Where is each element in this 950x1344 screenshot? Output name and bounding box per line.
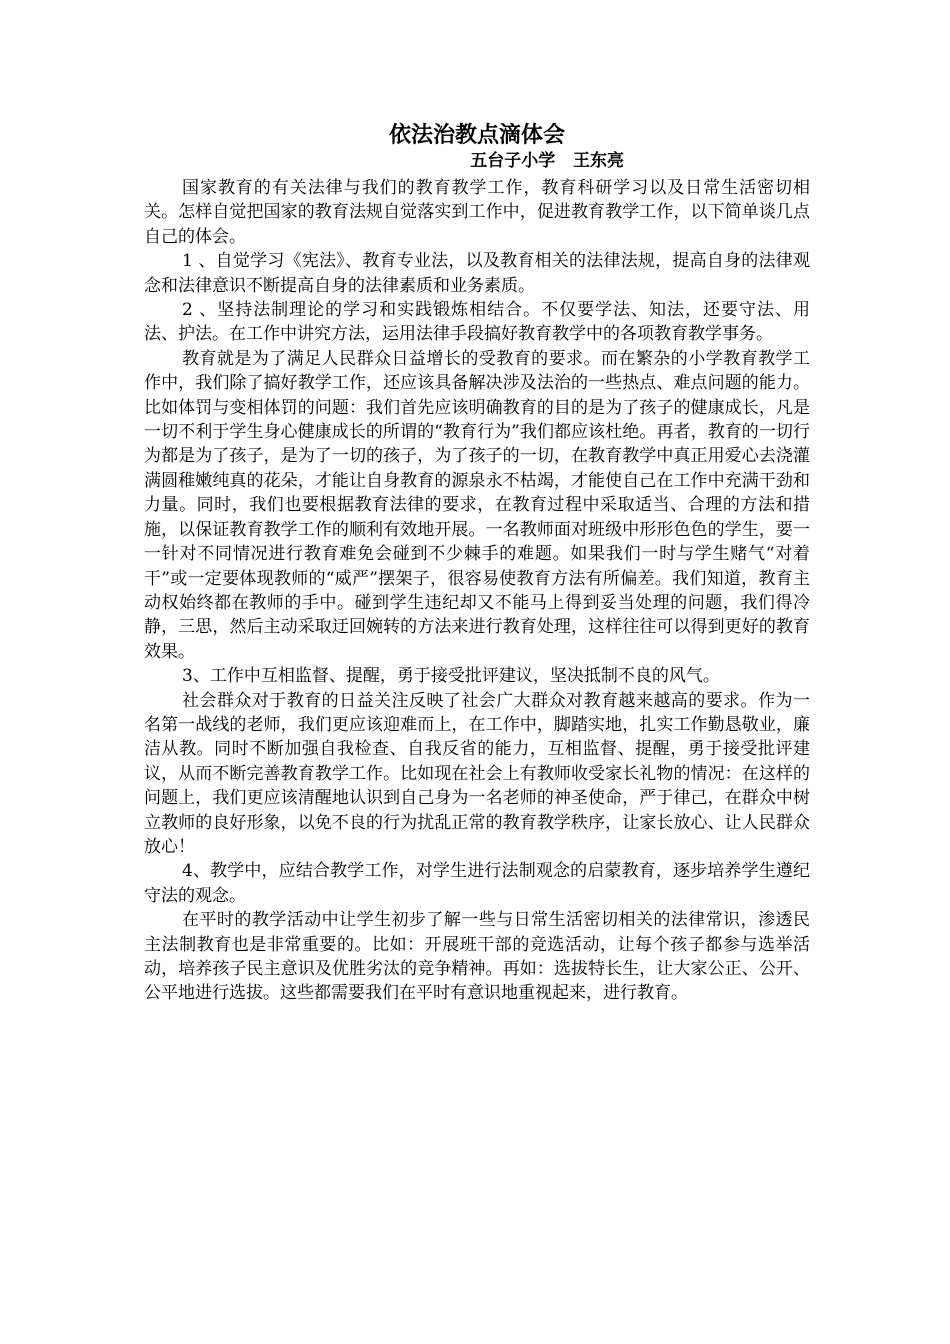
paragraph-point-4: 4、教学中，应结合教学工作，对学生进行法制观念的启蒙教育，逐步培养学生遵纪守法的观念。: [144, 861, 810, 906]
paragraph-intro: 国家教育的有关法律与我们的教育教学工作，教育科研学习以及日常生活密切相关。怎样自觉把国家的教育法规自觉落实到工作中，促进教育教学工作，以下简单谈几点自己的体会。: [144, 178, 810, 247]
paragraph-discussion-2: 社会群众对于教育的日益关注反映了社会广大群众对教育越来越高的要求。作为一名第一战线的老师，我们更应该迎难而上，在工作中，脚踏实地，扎实工作勤恳敬业，廉洁从教。同时不断加强自我检查、自我反省的能力，互相监督、提醒，勇于接受批评建议，从而不断完善教育教学工作。比如现在社会上有教师收受家长礼物的情况：在这样的问题上，我们更应该清醒地认识到自己身为一名老师的神圣使命，严于律己，在群众中树立教师的良好形象，以免不良的行为扰乱正常的教育教学秩序，让家长放心、让人民群众放心！: [144, 690, 810, 857]
paragraph-discussion-1: 教育就是为了满足人民群众日益增长的受教育的要求。而在繁杂的小学教育教学工作中，我们除了搞好教学工作，还应该具备解决涉及法治的一些热点、难点问题的能力。比如体罚与变相体罚的问题：我们首先应该明确教育的目的是为了孩子的健康成长，凡是一切不利于学生身心健康成长的所谓的“教育行为”我们都应该杜绝。再者，教育的一切行为都是为了孩子，是为了一切的孩子，为了孩子的一切，在教育教学中真正用爱心去浇灌满圆稚嫩纯真的花朵，才能让自身教育的源泉永不枯竭，才能使自己在工作中充满干劲和力量。同时，我们也要根据教育法律的要求，在教育过程中采取适当、合理的方法和措施，以保证教育教学工作的顺利有效地开展。一名教师面对班级中形形色色的学生，要一一针对不同情况进行教育难免会碰到不少棘手的难题。如果我们一时与学生赌气“对着干”或一定要体现教师的“威严”摆架子，很容易使教育方法有所偏差。我们知道，教育主动权始终都在教师的手中。碰到学生违纪却又不能马上得到妥当处理的问题，我们得冷静，三思，然后主动采取迂回婉转的方法来进行教育处理，这样往往可以得到更好的教育效果。: [144, 348, 810, 662]
paragraph-point-1: 1 、自觉学习《宪法》、教育专业法，以及教育相关的法律法规，提高自身的法律观念和法律意识不断提高自身的法律素质和业务素质。: [144, 251, 810, 296]
author-byline: 五台子小学 王东亮: [470, 151, 624, 171]
document-title: 依法治教点滴体会: [388, 122, 565, 148]
paragraph-point-2: 2 、坚持法制理论的学习和实践锻炼相结合。不仅要学法、知法，还要守法、用法、护法。在工作中讲究方法，运用法律手段搞好教育教学中的各项教育教学事务。: [144, 300, 810, 345]
document-page: [144, 120, 810, 1006]
paragraph-point-3: 3、工作中互相监督、提醒，勇于接受批评建议，坚决抵制不良的风气。: [182, 666, 720, 687]
paragraph-discussion-3: 在平时的教学活动中让学生初步了解一些与日常生活密切相关的法律常识，渗透民主法制教育也是非常重要的。比如：开展班干部的竞选活动，让每个孩子都参与选举活动，培养孩子民主意识及优胜劣汰的竞争精神。再如：选拔特长生，让大家公正、公开、公平地进行选拔。这些都需要我们在平时有意识地重视起来，进行教育。: [144, 910, 810, 1004]
